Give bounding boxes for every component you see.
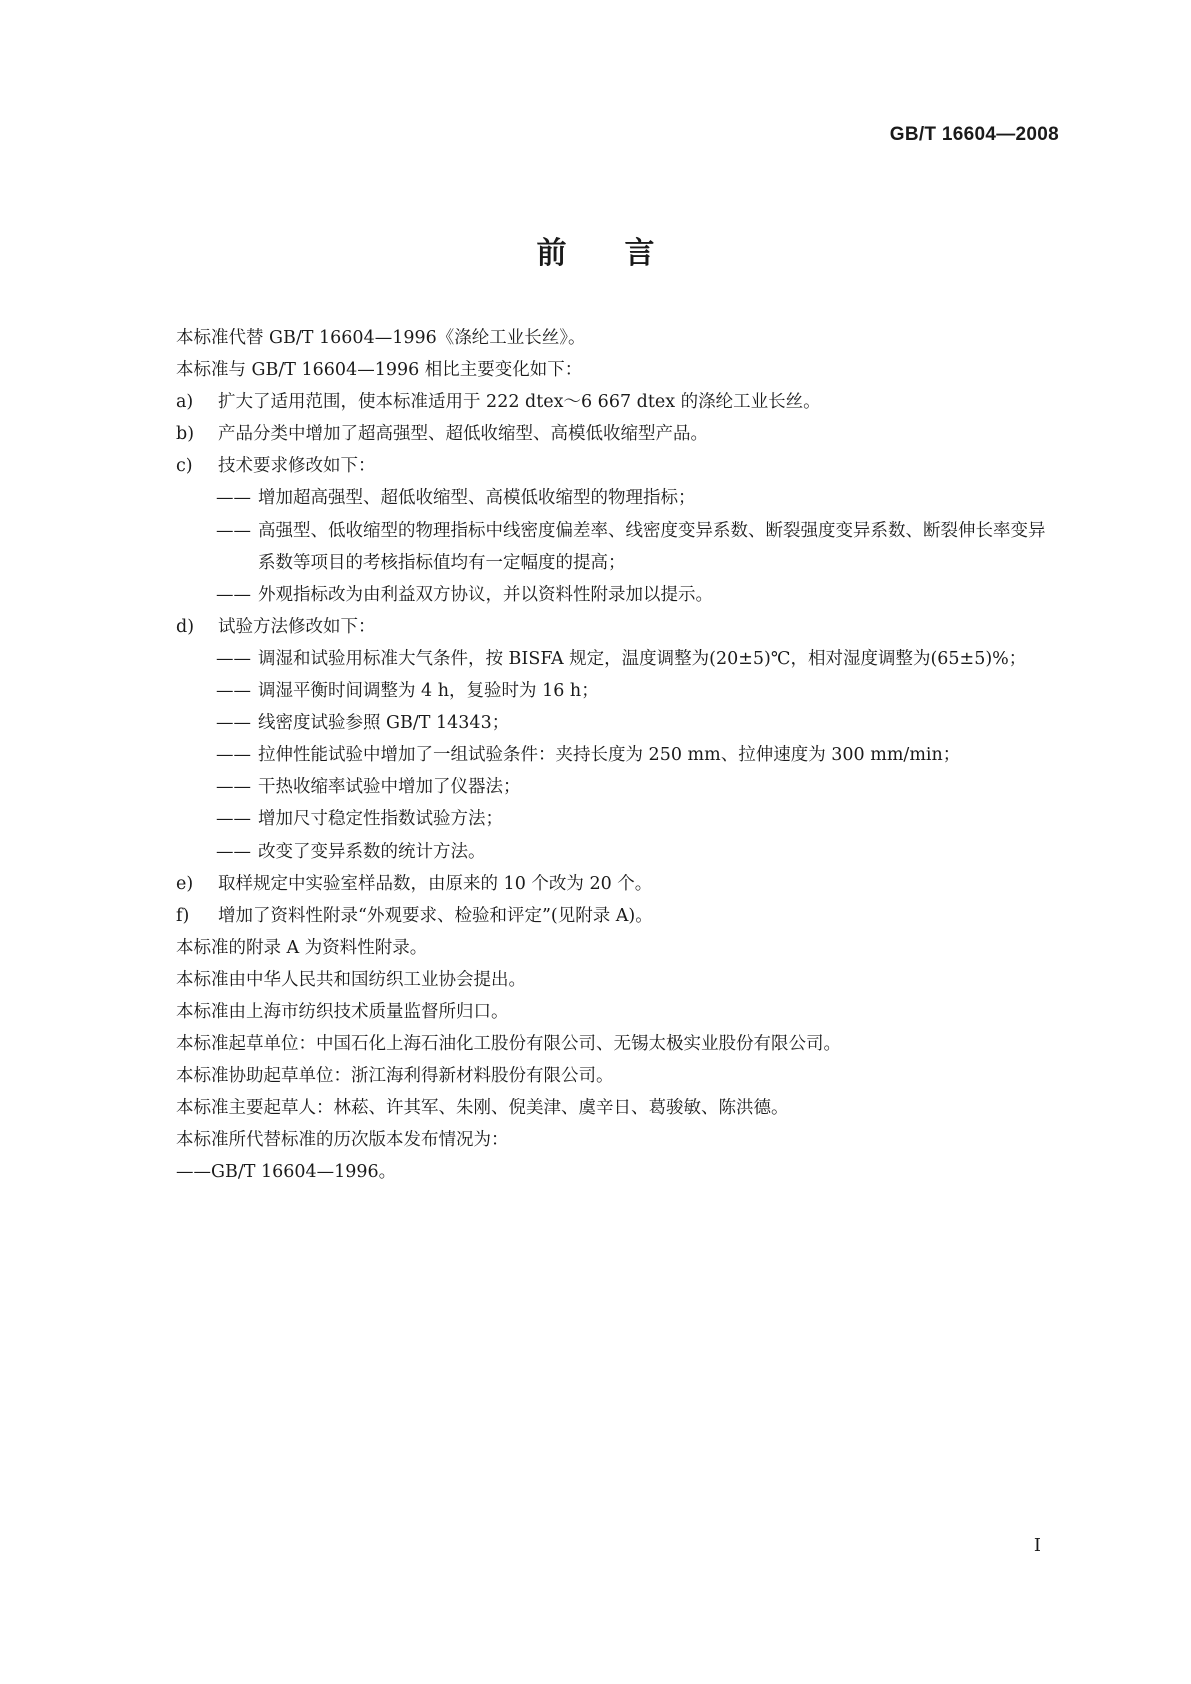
list-marker: a) [176,392,194,413]
list-item-text: 取样规定中实验室样品数，由原来的 10 个改为 20 个。 [218,873,653,894]
sub-item-text: 高强型、低收缩型的物理指标中线密度偏差率、线密度变异系数、断裂强度变异系数、断裂伸长率变异系数等项目的考核指标值均有一定幅度的提高； [258,520,1046,573]
sub-item [176,643,1056,675]
list-item-a [176,386,1056,418]
sub-item [176,803,1056,835]
standard-code: GB/T 16604—2008 [889,124,1059,145]
paragraph-drafting-units: 本标准起草单位：中国石化上海石油化工股份有限公司、无锡太极实业股份有限公司。 [176,1034,841,1055]
dash-marker: —— [216,488,251,509]
dash-marker: —— [216,520,251,541]
list-item-f [176,900,1056,932]
list-item-text: 产品分类中增加了超高强型、超低收缩型、高模低收缩型产品。 [218,424,708,445]
paragraph-annex: 本标准的附录 A 为资料性附录。 [176,937,428,958]
sub-item-text: 干热收缩率试验中增加了仪器法； [258,777,521,798]
dash-marker: —— [216,681,251,702]
sub-item [176,771,1056,803]
page-number: I [1033,1535,1041,1556]
sub-item [176,515,1056,579]
dash-marker: —— [176,1162,211,1183]
list-item-text: 试验方法修改如下： [218,616,376,637]
sub-item [176,482,1056,514]
sub-item [176,739,1056,771]
list-item-text: 技术要求修改如下： [218,456,376,477]
dash-marker: —— [216,777,251,798]
sub-item-text: 增加超高强型、超低收缩型、高模低收缩型的物理指标； [258,488,696,509]
list-item-b [176,418,1056,450]
sub-item-text: 改变了变异系数的统计方法。 [258,841,486,862]
list-marker: e) [176,873,194,894]
list-marker: b) [176,424,195,445]
sub-item-text: 外观指标改为由利益双方协议，并以资料性附录加以提示。 [258,584,713,605]
sub-item-text: 调湿和试验用标准大气条件，按 BISFA 规定，温度调整为(20±5)℃，相对湿度调整为(65±5)%； [258,648,1027,669]
history-item [176,1156,1056,1188]
paragraph-history-intro: 本标准所代替标准的历次版本发布情况为： [176,1130,509,1151]
list-marker: d) [176,616,195,637]
list-marker: f) [176,905,190,926]
sub-item-text: 线密度试验参照 GB/T 14343； [258,713,510,734]
paragraph-assisting-units: 本标准协助起草单位：浙江海利得新材料股份有限公司。 [176,1066,614,1087]
paragraph-custodian: 本标准由上海市纺织技术质量监督所归口。 [176,1001,509,1022]
dash-marker: —— [216,584,251,605]
history-item-text: GB/T 16604—1996。 [211,1162,397,1183]
dash-marker: —— [216,648,251,669]
sub-item [176,836,1056,868]
list-item-c [176,450,1056,482]
sub-item-text: 增加尺寸稳定性指数试验方法； [258,809,503,830]
dash-marker: —— [216,809,251,830]
dash-marker: —— [216,745,251,766]
list-item-text: 增加了资料性附录“外观要求、检验和评定”(见附录 A)。 [218,905,653,926]
sub-item-text: 拉伸性能试验中增加了一组试验条件：夹持长度为 250 mm、拉伸速度为 300 mm/min； [258,745,961,766]
paragraph-drafters: 本标准主要起草人：林菘、许其军、朱刚、倪美津、虞辛日、葛骏敏、陈洪德。 [176,1098,789,1119]
document-body [176,322,1056,1189]
dash-marker: —— [216,713,251,734]
paragraph-proposer: 本标准由中华人民共和国纺织工业协会提出。 [176,969,526,990]
list-marker: c) [176,456,193,477]
list-item-e [176,868,1056,900]
dash-marker: —— [216,841,251,862]
paragraph-replaces: 本标准代替 GB/T 16604—1996《涤纶工业长丝》。 [176,328,586,348]
list-item-text: 扩大了适用范围，使本标准适用于 222 dtex～6 667 dtex 的涤纶工业长丝。 [218,392,821,413]
sub-item [176,707,1056,739]
sub-item [176,675,1056,707]
sub-item [176,579,1056,611]
sub-item-text: 调湿平衡时间调整为 4 h，复验时为 16 h； [258,681,599,702]
list-item-d [176,611,1056,643]
page-title: 前言 [536,236,713,271]
paragraph-changes-intro: 本标准与 GB/T 16604—1996 相比主要变化如下： [176,360,583,381]
